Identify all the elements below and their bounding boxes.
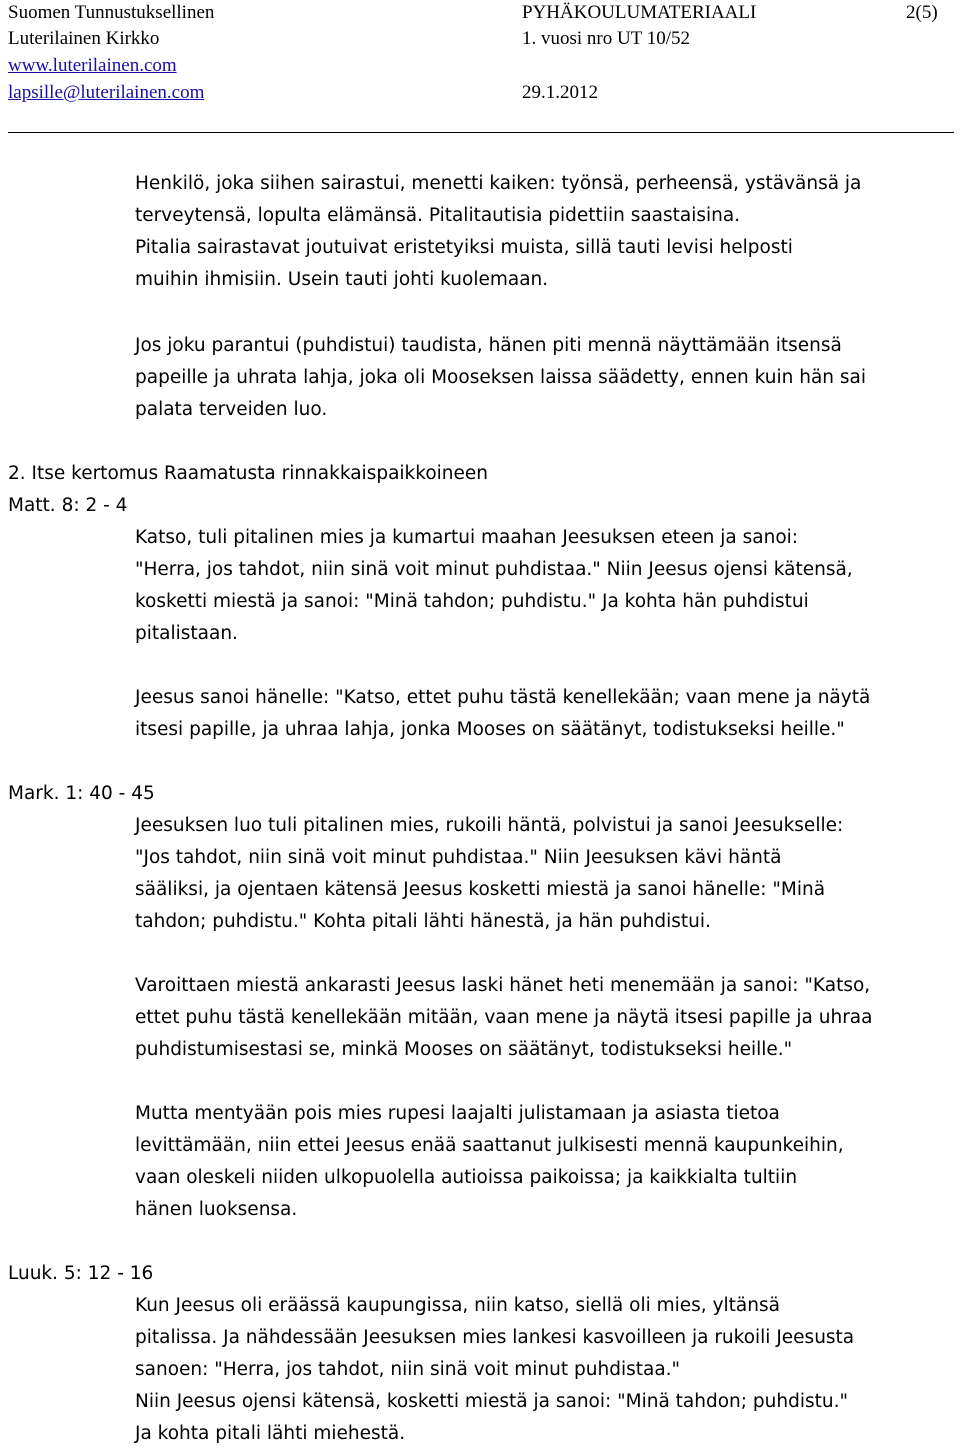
text-line: "Jos tahdot, niin sinä voit minut puhdistaa." Niin Jeesuksen kävi häntä [135, 847, 782, 868]
scripture-reference-mark: Mark. 1: 40 - 45 [8, 783, 155, 804]
text-line: Varoittaen miestä ankarasti Jeesus laski hänet heti menemään ja sanoi: "Katso, [135, 975, 871, 996]
website-link[interactable]: www.luterilainen.com [8, 55, 177, 76]
text-line: pitalistaan. [135, 623, 238, 644]
document-date: 29.1.2012 [522, 82, 598, 103]
matthew-paragraph-2 [135, 682, 870, 746]
text-line: Jos joku parantui (puhdistui) taudista, hänen piti mennä näyttämään itsensä [135, 335, 842, 356]
text-line: kosketti miestä ja sanoi: "Minä tahdon; puhdistu." Ja kohta hän puhdistui [135, 591, 809, 612]
text-line: tahdon; puhdistu." Kohta pitali lähti hänestä, ja hän puhdistui. [135, 911, 711, 932]
text-line: puhdistumisestasi se, minkä Mooses on säätänyt, todistukseksi heille." [135, 1039, 793, 1060]
text-line: sanoen: "Herra, jos tahdot, niin sinä voit minut puhdistaa." [135, 1359, 681, 1380]
text-line: Kun Jeesus oli eräässä kaupungissa, niin katso, siellä oli mies, yltänsä [135, 1295, 780, 1316]
text-line: "Herra, jos tahdot, niin sinä voit minut puhdistaa." Niin Jeesus ojensi kätensä, [135, 559, 853, 580]
intro-paragraph-2 [135, 330, 866, 426]
text-line: papeille ja uhrata lahja, joka oli Mooseksen laissa säädetty, ennen kuin hän sai [135, 367, 867, 388]
text-line: ettet puhu tästä kenellekään mitään, vaan mene ja näytä itsesi papille ja uhraa [135, 1007, 873, 1028]
text-line: Jeesus sanoi hänelle: "Katso, ettet puhu tästä kenellekään; vaan mene ja näytä [135, 687, 871, 708]
page-number: 2(5) [906, 2, 938, 23]
text-line: Ja kohta pitali lähti miehestä. [135, 1423, 406, 1444]
section-heading: 2. Itse kertomus Raamatusta rinnakkaispaikkoineen [8, 463, 488, 484]
text-line: vaan oleskeli niiden ulkopuolella autioissa paikoissa; ja kaikkialta tultiin [135, 1167, 798, 1188]
text-line: Pitalia sairastavat joutuivat eristetyiksi muista, sillä tauti levisi helposti [135, 237, 793, 258]
mark-paragraph-2 [135, 970, 872, 1066]
text-line: Niin Jeesus ojensi kätensä, kosketti miestä ja sanoi: "Minä tahdon; puhdistu." [135, 1391, 848, 1412]
text-line: Henkilö, joka siihen sairastui, menetti kaiken: työnsä, perheensä, ystävänsä ja [135, 173, 862, 194]
matthew-paragraph-1 [135, 522, 853, 650]
org-name-line2: Luterilainen Kirkko [8, 28, 160, 49]
text-line: levittämään, niin ettei Jeesus enää saattanut julkisesti mennä kaupunkeihin, [135, 1135, 844, 1156]
text-line: Katso, tuli pitalinen mies ja kumartui maahan Jeesuksen eteen ja sanoi: [135, 527, 799, 548]
mark-paragraph-3 [135, 1098, 844, 1226]
header-divider [8, 132, 954, 133]
email-link[interactable]: lapsille@luterilainen.com [8, 82, 205, 103]
intro-paragraph-1 [135, 168, 861, 296]
mark-paragraph-1 [135, 810, 843, 938]
document-issue: 1. vuosi nro UT 10/52 [522, 28, 691, 49]
text-line: hänen luoksensa. [135, 1199, 298, 1220]
text-line: palata terveiden luo. [135, 399, 328, 420]
text-line: Jeesuksen luo tuli pitalinen mies, rukoili häntä, polvistui ja sanoi Jeesukselle: [135, 815, 844, 836]
org-name-line1: Suomen Tunnustuksellinen [8, 2, 215, 23]
luke-paragraph-1 [135, 1290, 854, 1450]
text-line: terveytensä, lopulta elämänsä. Pitalitautisia pidettiin saastaisina. [135, 205, 741, 226]
scripture-reference-matthew: Matt. 8: 2 - 4 [8, 495, 128, 516]
scripture-reference-luke: Luuk. 5: 12 - 16 [8, 1263, 154, 1284]
text-line: pitalissa. Ja nähdessään Jeesuksen mies lankesi kasvoilleen ja rukoili Jeesusta [135, 1327, 855, 1348]
text-line: muihin ihmisiin. Usein tauti johti kuolemaan. [135, 269, 549, 290]
text-line: sääliksi, ja ojentaen kätensä Jeesus kosketti miestä ja sanoi hänelle: "Minä [135, 879, 826, 900]
text-line: Mutta mentyään pois mies rupesi laajalti julistamaan ja asiasta tietoa [135, 1103, 780, 1124]
text-line: itsesi papille, ja uhraa lahja, jonka Mooses on säätänyt, todistukseksi heille." [135, 719, 845, 740]
document-title: PYHÄKOULUMATERIAALI [522, 2, 757, 23]
